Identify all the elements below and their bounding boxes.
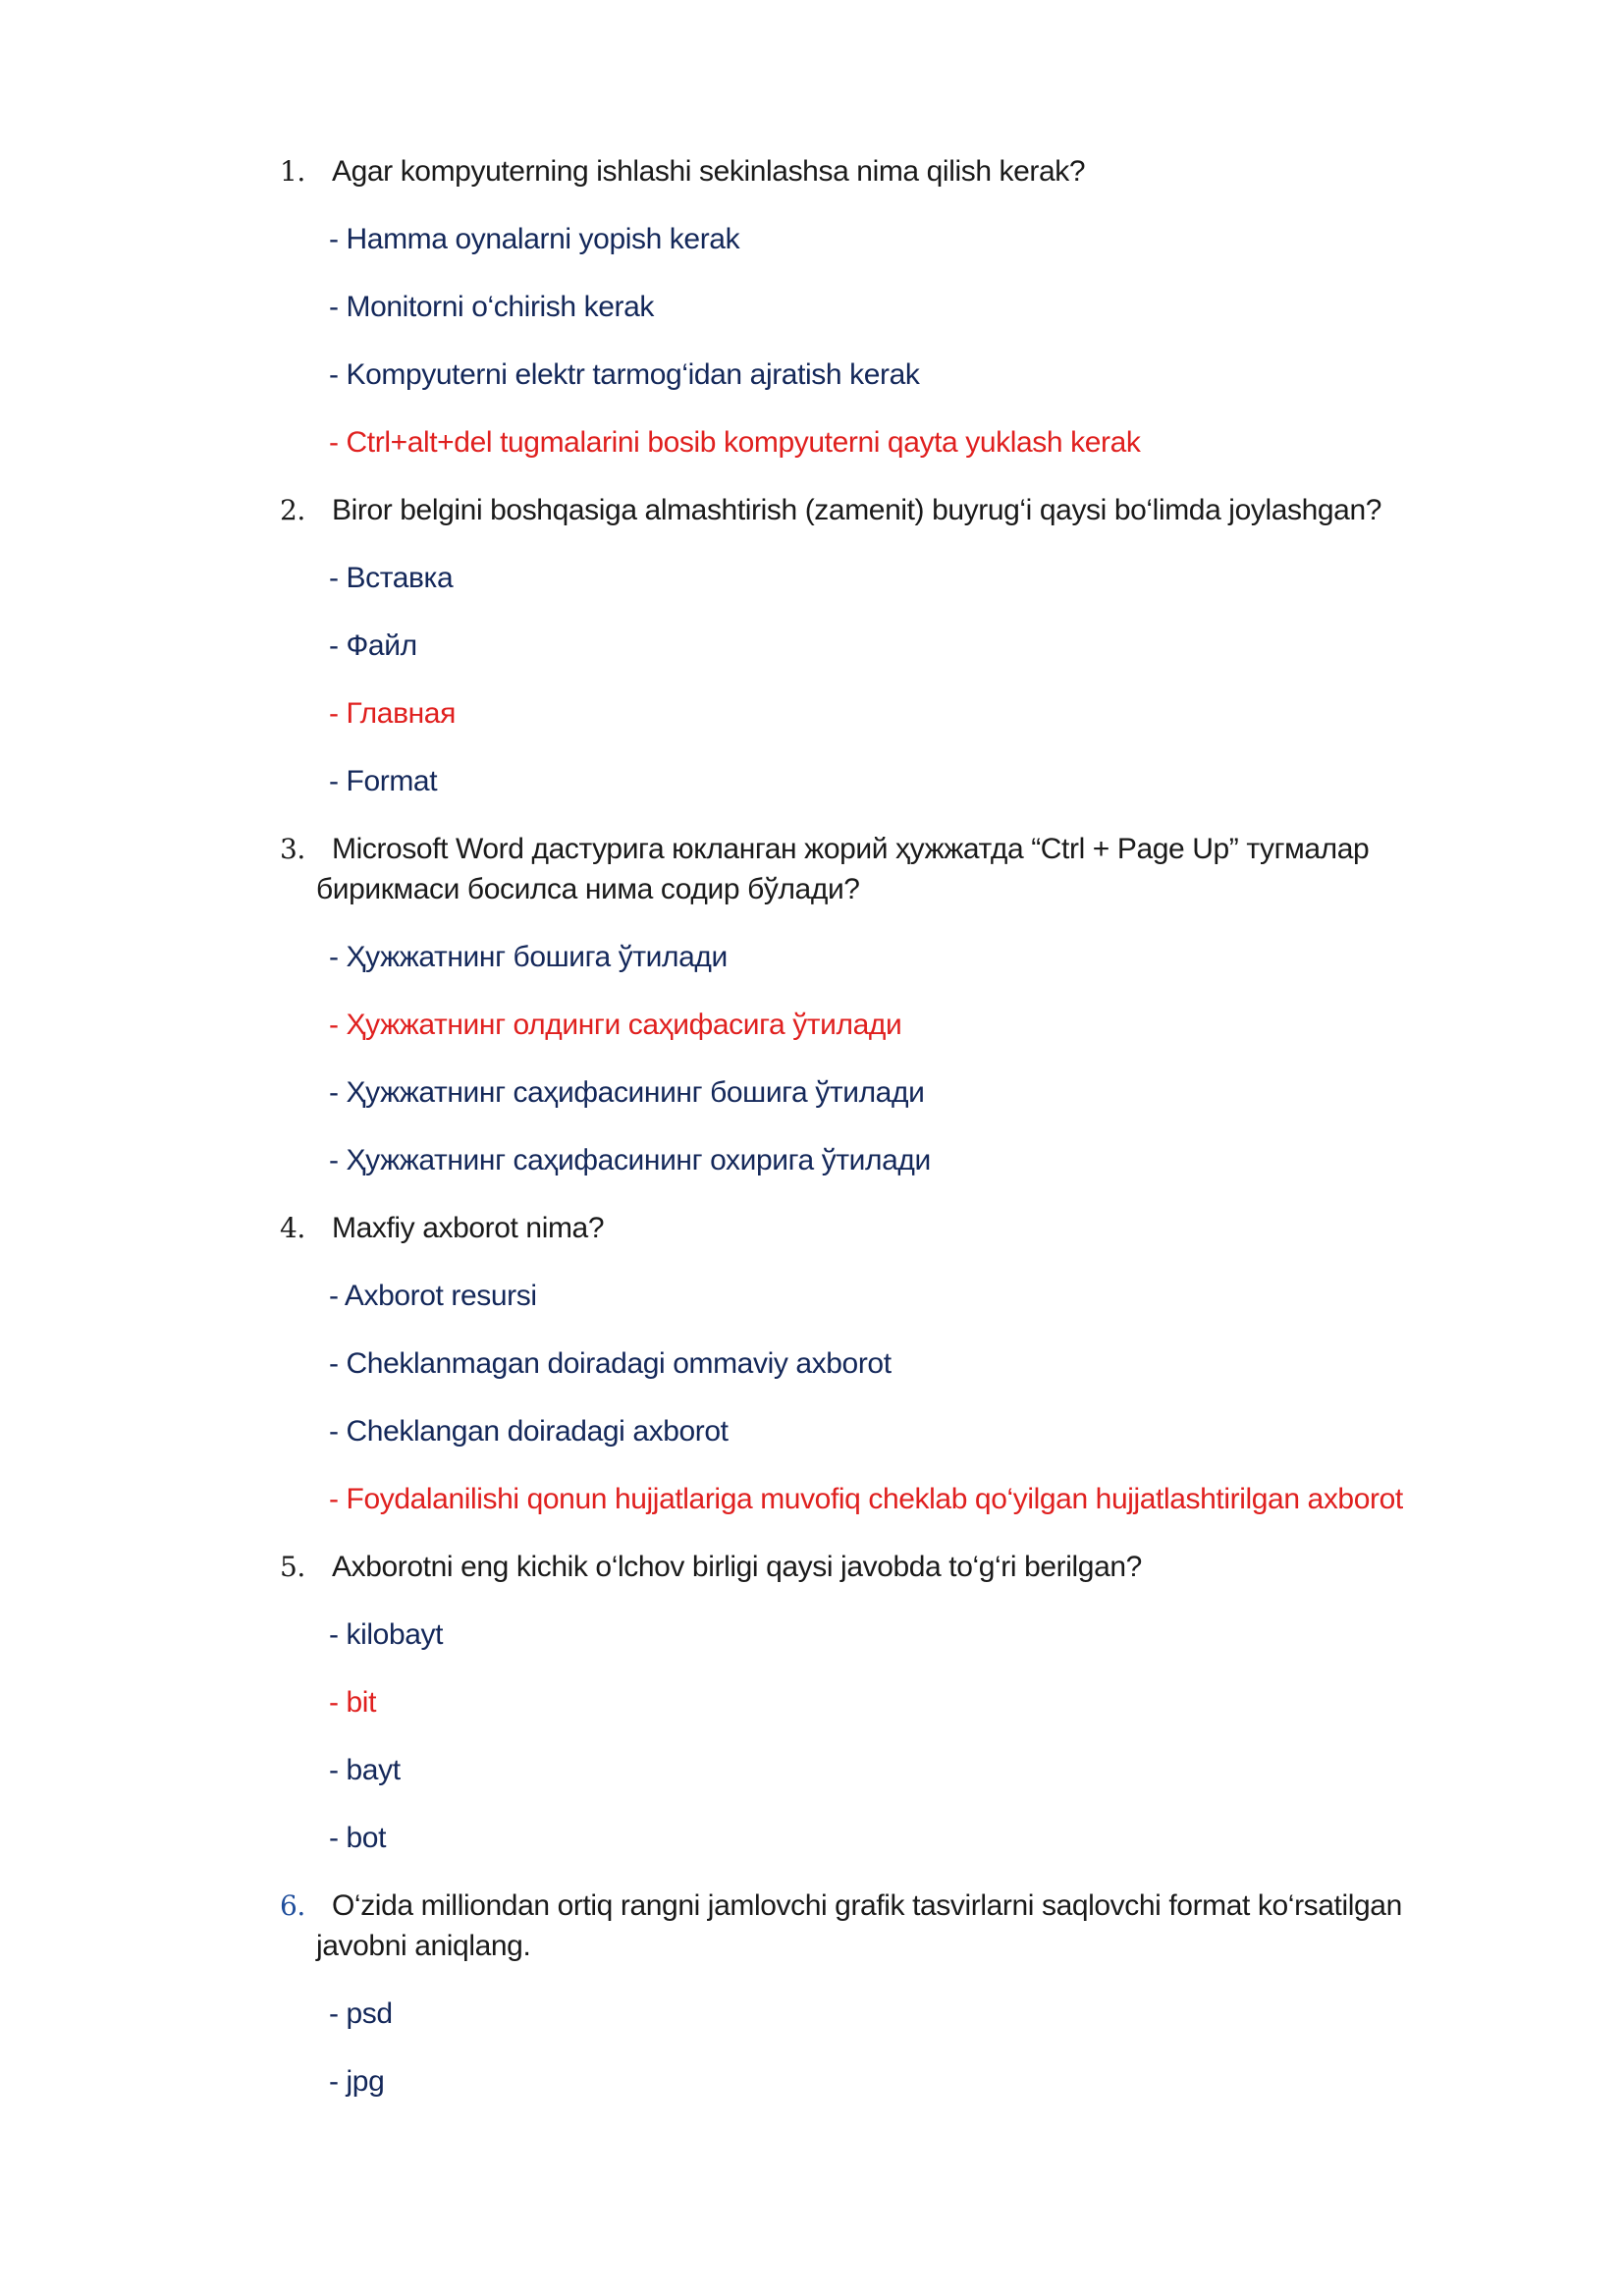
question-text: Microsoft Word дастурига юкланган жорий ҳужжатда “Ctrl + Page Up” тугмалар бирикмаси босилса нима содир бўлади?: [316, 833, 1370, 905]
correct-answer-option: - Ҳужжатнинг олдинги саҳифасига ўтилади: [329, 1009, 902, 1041]
answer-option: - kilobayt: [329, 1618, 444, 1651]
correct-answer-option: - Foydalanilishi qonun hujjatlariga muvofiq cheklab qo‘yilgan hujjatlashtirilgan axborot: [329, 1483, 1403, 1515]
correct-answer-option: - Ctrl+alt+del tugmalarini bosib kompyuterni qayta yuklash kerak: [329, 426, 1141, 459]
question-2: [0, 490, 1623, 801]
answer-options: [0, 1994, 1623, 2102]
question-line: [0, 1886, 1623, 1966]
question-6: [0, 1886, 1623, 2102]
answer-options: [0, 1614, 1623, 1858]
question-number: 5.: [280, 1551, 305, 1583]
question-line: [0, 829, 1623, 909]
question-text: Axborotni eng kichik o‘lchov birligi qaysi javobda to‘g‘ri berilgan?: [332, 1551, 1142, 1583]
answer-option: - Cheklangan doiradagi axborot: [329, 1415, 729, 1448]
answer-option: - Вставка: [329, 562, 454, 594]
answer-option: - Cheklanmagan doiradagi ommaviy axborot: [329, 1347, 892, 1380]
question-line: [0, 151, 1623, 191]
answer-options: [0, 558, 1623, 801]
correct-answer-option: - Главная: [329, 697, 456, 730]
question-number: 4.: [280, 1212, 305, 1244]
question-5: [0, 1547, 1623, 1858]
question-number: 2.: [280, 494, 305, 526]
question-list: [0, 151, 1623, 2102]
answer-option: - Ҳужжатнинг саҳифасининг бошига ўтилади: [329, 1076, 925, 1109]
question-4: [0, 1208, 1623, 1519]
question-line: [0, 1208, 1623, 1248]
answer-option: - Axborot resursi: [329, 1280, 537, 1312]
question-1: [0, 151, 1623, 463]
question-text: Biror belgini boshqasiga almashtirish (zamenit) buyrug‘i qaysi bo‘limda joylashgan?: [332, 494, 1382, 526]
question-text: Agar kompyuterning ishlashi sekinlashsa nima qilish kerak?: [332, 155, 1086, 188]
answer-options: [0, 219, 1623, 463]
answer-options: [0, 937, 1623, 1180]
answer-option: - bayt: [329, 1754, 401, 1786]
question-text: O‘zida milliondan ortiq rangni jamlovchi grafik tasvirlarni saqlovchi format ko‘rsatilgan javobni aniqlang.: [316, 1889, 1402, 1962]
answer-option: - Monitorni o‘chirish kerak: [329, 291, 654, 323]
question-line: [0, 490, 1623, 530]
answer-option: - Файл: [329, 629, 417, 662]
answer-option: - Kompyuterni elektr tarmog‘idan ajratish kerak: [329, 358, 920, 391]
correct-answer-option: - bit: [329, 1686, 377, 1719]
answer-option: - bot: [329, 1822, 387, 1854]
answer-options: [0, 1276, 1623, 1519]
answer-option: - Hamma oynalarni yopish kerak: [329, 223, 740, 255]
question-number: 1.: [280, 155, 305, 188]
question-number: 3.: [280, 833, 305, 865]
question-number: 6.: [280, 1889, 305, 1922]
question-line: [0, 1547, 1623, 1587]
answer-option: - psd: [329, 1997, 393, 2030]
answer-option: - Format: [329, 765, 438, 797]
question-text: Maxfiy axborot nima?: [332, 1212, 605, 1244]
answer-option: - jpg: [329, 2065, 385, 2098]
question-3: [0, 829, 1623, 1180]
answer-option: - Ҳужжатнинг бошига ўтилади: [329, 941, 728, 973]
answer-option: - Ҳужжатнинг саҳифасининг охирига ўтилади: [329, 1144, 931, 1176]
